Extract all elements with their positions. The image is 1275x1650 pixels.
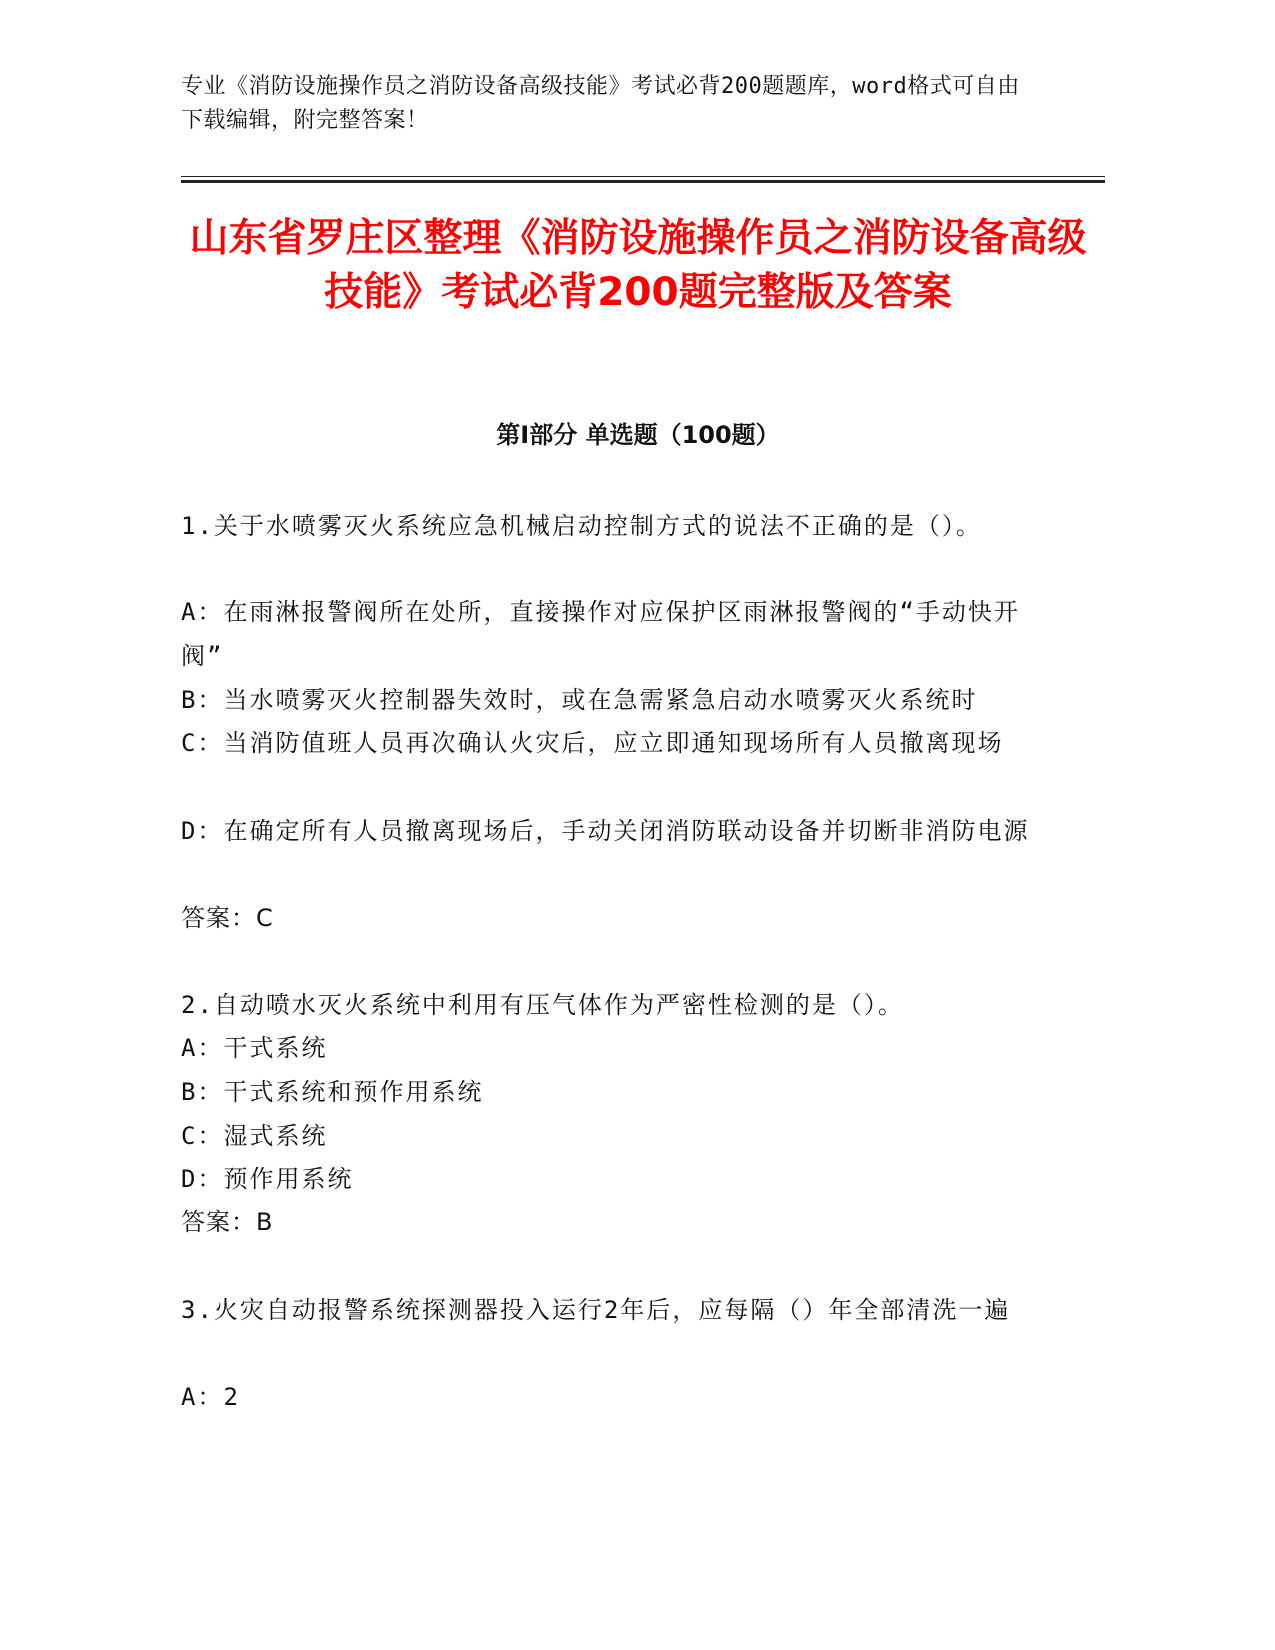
question-option: B：干式系统和预作用系统 — [181, 1078, 484, 1106]
question-option: C：当消防值班人员再次确认火灾后，应立即通知现场所有人员撤离现场 — [181, 729, 1004, 757]
question-answer: 答案：C — [181, 904, 274, 932]
question-text: 1.关于水喷雾灭火系统应急机械启动控制方式的说法不正确的是（）。 — [181, 512, 982, 540]
question-option: D：预作用系统 — [181, 1165, 354, 1193]
question-answer: 答案：B — [181, 1208, 274, 1236]
question-option: D：在确定所有人员撤离现场后，手动关闭消防联动设备并切断非消防电源 — [181, 817, 1030, 845]
section-heading: 第Ⅰ部分 单选题（100题） — [496, 421, 780, 449]
question-text: 3.火灾自动报警系统探测器投入运行2年后，应每隔（）年全部清洗一遍 — [181, 1296, 1011, 1324]
question-text: 2.自动喷水灭火系统中利用有压气体作为严密性检测的是（）。 — [181, 991, 904, 1019]
question-option: B：当水喷雾灭火控制器失效时，或在急需紧急启动水喷雾灭火系统时 — [181, 686, 978, 714]
question-option: A：2 — [181, 1383, 240, 1411]
header-note: 专业《消防设施操作员之消防设备高级技能》考试必背200题题库，word格式可自由下载编辑，附完整答案！ — [181, 74, 1020, 133]
question-option: A：干式系统 — [181, 1034, 328, 1062]
header-divider — [181, 176, 1105, 183]
question-option: A：在雨淋报警阀所在处所，直接操作对应保护区雨淋报警阀的“手动快开阀” — [181, 598, 1020, 670]
document-title: 山东省罗庄区整理《消防设施操作员之消防设备高级技能》考试必背200题完整版及答案 — [189, 216, 1087, 315]
question-option: C：湿式系统 — [181, 1122, 328, 1150]
